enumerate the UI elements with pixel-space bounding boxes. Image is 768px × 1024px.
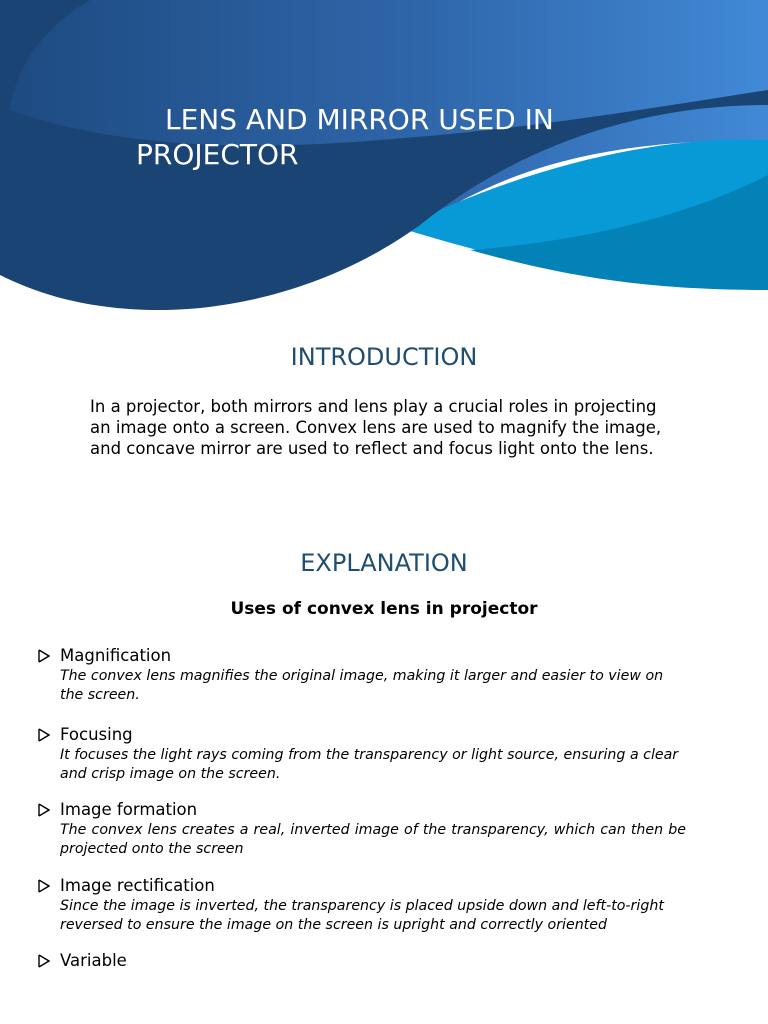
uses-subheading: Uses of convex lens in projector (230, 599, 538, 619)
list-item-title: Magnification (60, 646, 172, 665)
list-item-description: The convex lens magnifies the original image, making it larger and easier to view on the screen. (60, 668, 664, 703)
introduction-text: In a projector, both mirrors and lens play a crucial roles in projecting an image onto a screen. Convex lens are used to magnify the image, and concave mirror are used to reflect and focus light onto the lens. (90, 397, 662, 458)
arrowhead-bullet-icon (38, 728, 50, 742)
page-title-line-1: LENS AND MIRROR USED IN (165, 103, 554, 136)
arrowhead-bullet-icon (38, 649, 50, 663)
list-item-description: It focuses the light rays coming from the transparency or light source, ensuring a clear and crisp image on the screen. (60, 747, 679, 782)
arrowhead-bullet-icon (38, 954, 50, 968)
list-item-title: Image rectification (60, 876, 215, 895)
arrowhead-bullet-icon (38, 803, 50, 817)
introduction-heading: INTRODUCTION (290, 343, 478, 371)
list-item-title: Variable (60, 951, 127, 970)
explanation-heading: EXPLANATION (300, 549, 468, 577)
page-title-line-2: PROJECTOR (136, 138, 299, 171)
page-title (136, 102, 736, 172)
list-item-title: Image formation (60, 800, 198, 819)
list-item-description: Since the image is inverted, the transparency is placed upside down and left-to-right reversed to ensure the image on the screen is upright and correctly oriented (60, 898, 664, 933)
arrowhead-bullet-icon (38, 879, 50, 893)
list-item-title: Focusing (60, 725, 133, 744)
list-item-description: The convex lens creates a real, inverted image of the transparency, which can then be projected onto the screen (60, 822, 686, 857)
